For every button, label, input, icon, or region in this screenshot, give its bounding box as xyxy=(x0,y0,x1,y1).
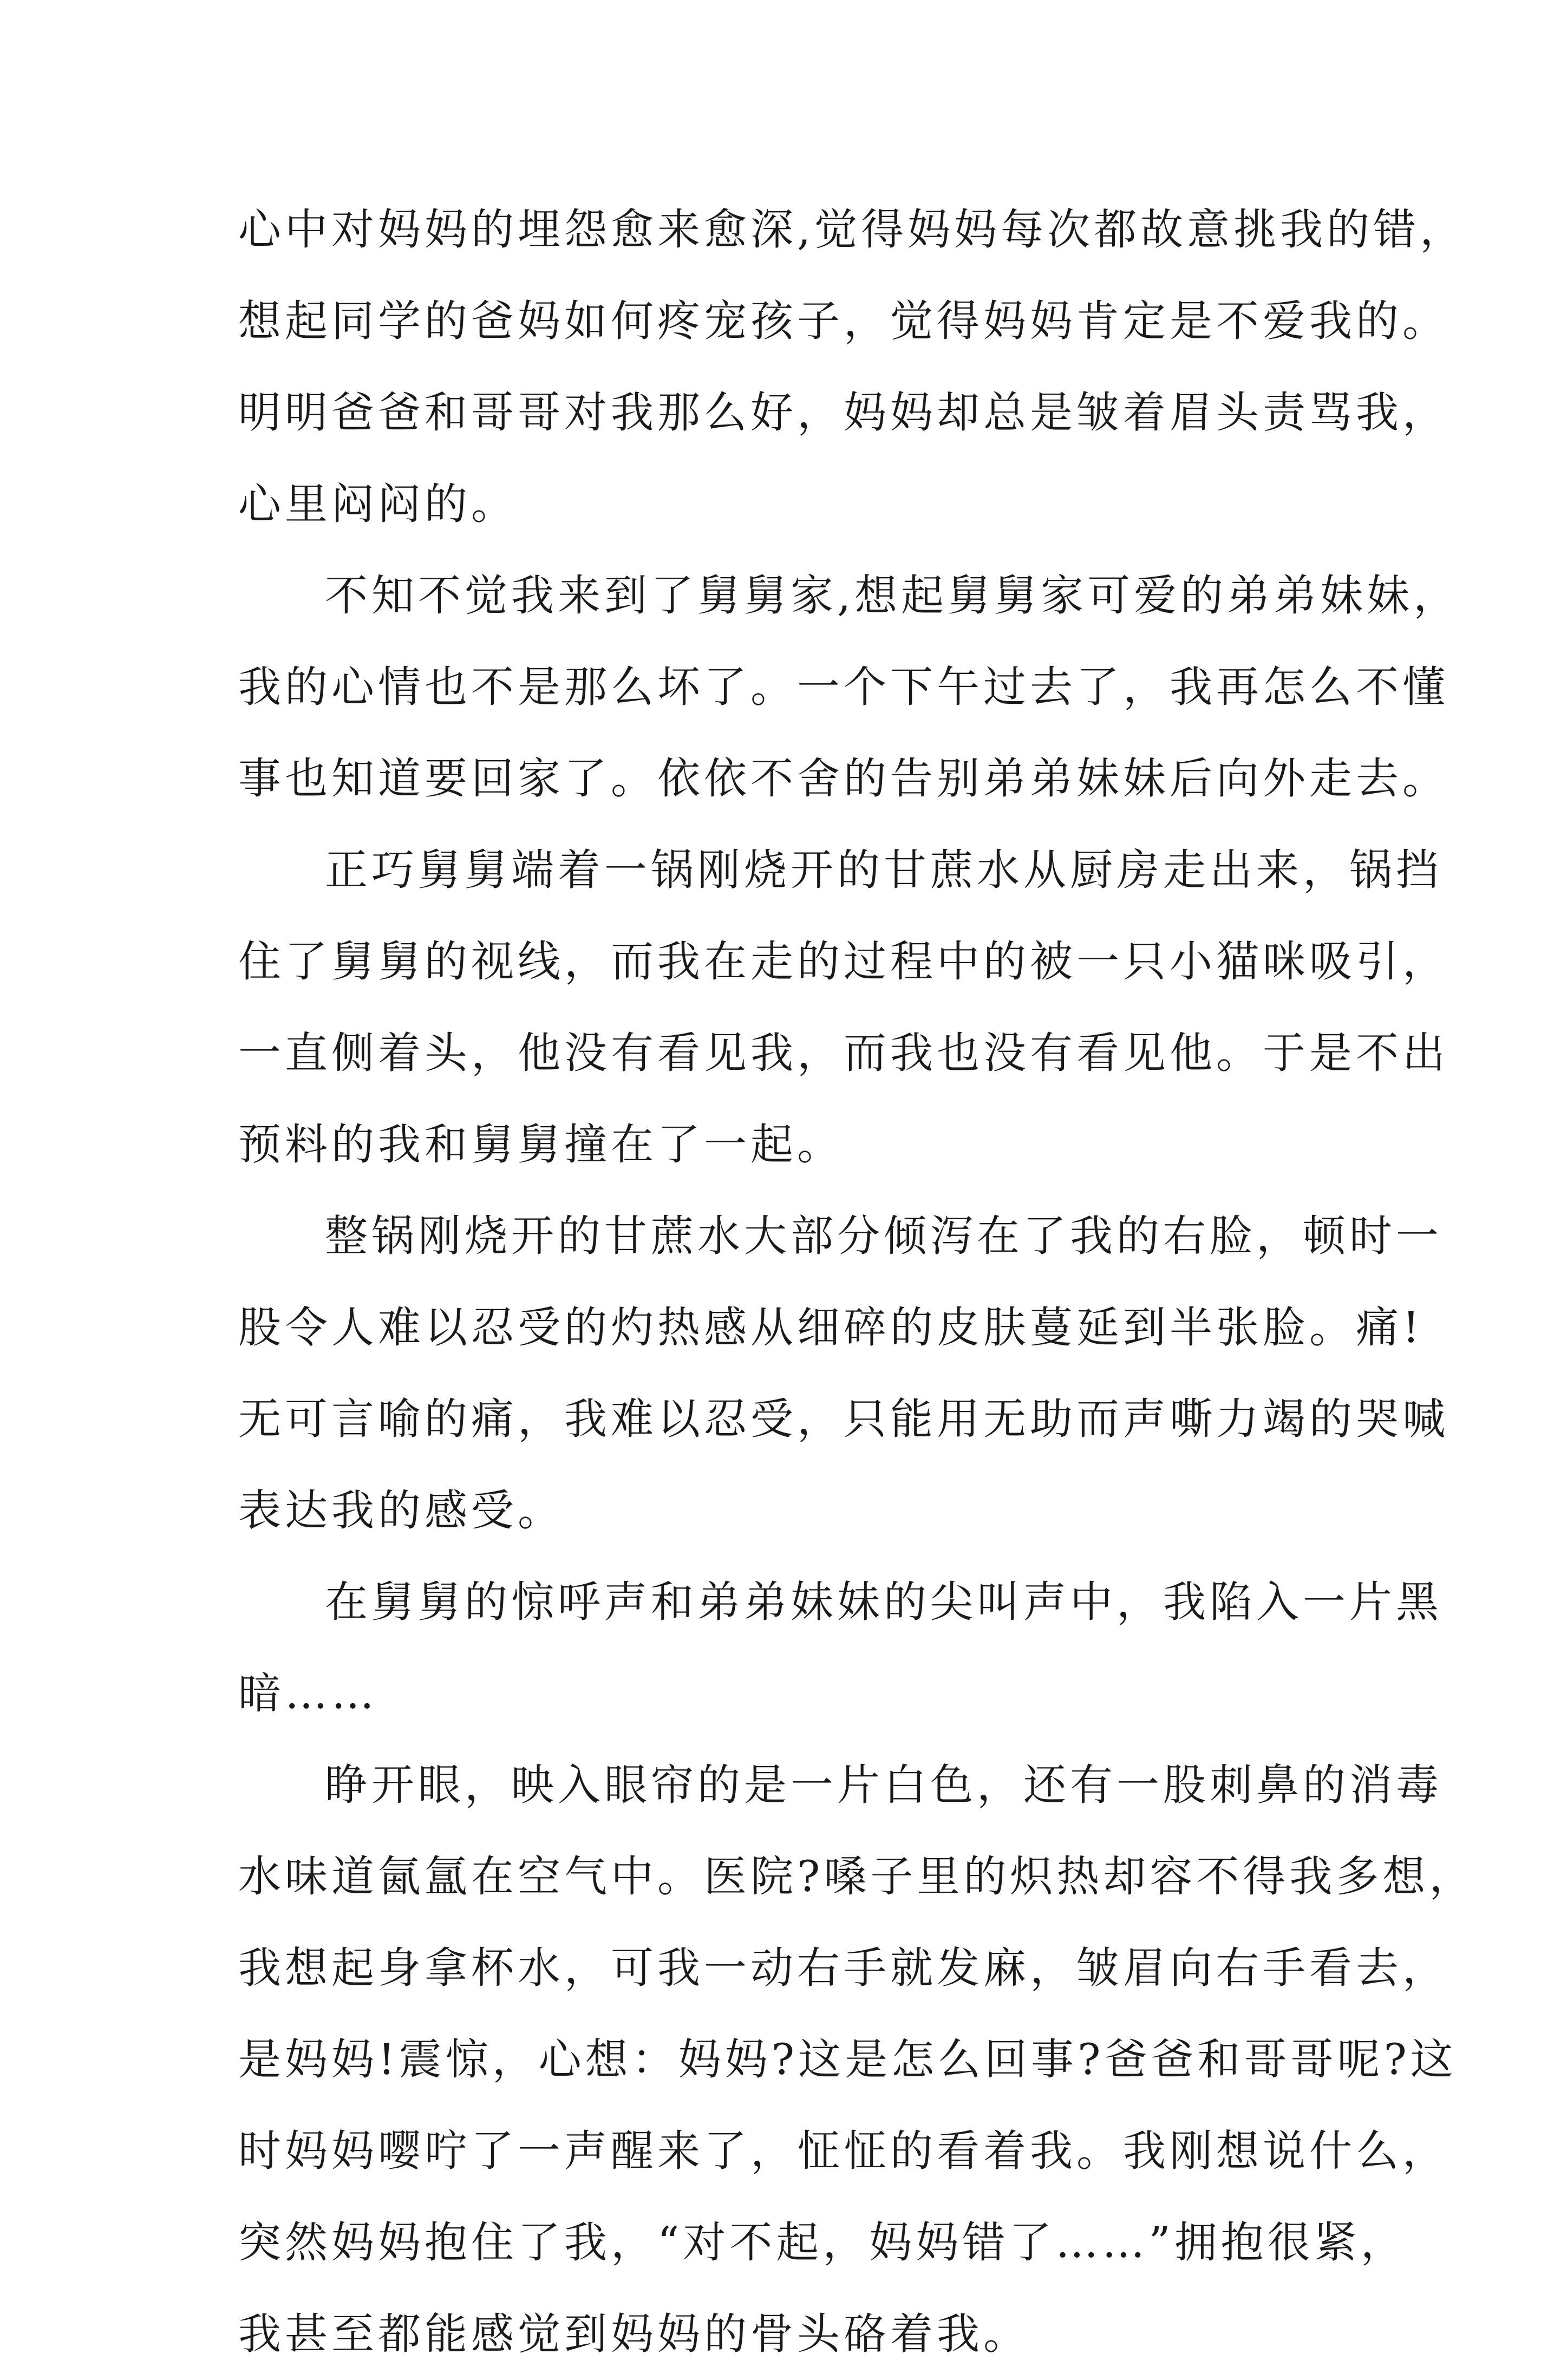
paragraph-first-line: 在舅舅的惊呼声和弟弟妹妹的尖叫声中，我陷入一片黑 xyxy=(325,1577,1442,1627)
text-line: 我的心情也不是那么坏了。一个下午过去了，我再怎么不懂 xyxy=(238,662,1449,712)
text-line: 我想起身拿杯水，可我一动右手就发麻，皱眉向右手看去， xyxy=(238,1943,1449,1993)
text-line: 暗…… xyxy=(238,1669,378,1718)
paragraph-first-line: 整锅刚烧开的甘蔗水大部分倾泻在了我的右脸，顿时一 xyxy=(325,1211,1442,1261)
paragraph-first-line: 不知不觉我来到了舅舅家,想起舅舅家可爱的弟弟妹妹， xyxy=(325,571,1460,620)
text-line: 明明爸爸和哥哥对我那么好，妈妈却总是皱着眉头责骂我， xyxy=(238,388,1449,437)
body-text xyxy=(238,184,1476,2380)
text-line: 我甚至都能感觉到妈妈的骨头硌着我。 xyxy=(238,2309,1030,2359)
text-line: 时妈妈嘤咛了一声醒来了，怔怔的看着我。我刚想说什么， xyxy=(238,2126,1449,2176)
paragraph-first-line: 睁开眼，映入眼帘的是一片白色，还有一股刺鼻的消毒 xyxy=(325,1760,1442,1810)
text-line: 事也知道要回家了。依依不舍的告别弟弟妹妹后向外走去。 xyxy=(238,754,1449,803)
text-line: 无可言喻的痛，我难以忍受，只能用无助而声嘶力竭的哭喊 xyxy=(238,1394,1449,1444)
text-line: 住了舅舅的视线，而我在走的过程中的被一只小猫咪吸引， xyxy=(238,937,1449,986)
text-line: 股令人难以忍受的灼热感从细碎的皮肤蔓延到半张脸。痛! xyxy=(238,1303,1424,1352)
text-line: 水味道氤氲在空气中。医院?嗓子里的炽热却容不得我多想， xyxy=(238,1852,1476,1901)
text-line: 想起同学的爸妈如何疼宠孩子，觉得妈妈肯定是不爱我的。 xyxy=(238,296,1449,346)
text-line: 是妈妈!震惊，心想：妈妈?这是怎么回事?爸爸和哥哥呢?这 xyxy=(238,2035,1457,2084)
text-line: 心中对妈妈的埋怨愈来愈深,觉得妈妈每次都故意挑我的错， xyxy=(238,205,1467,254)
text-line: 预料的我和舅舅撞在了一起。 xyxy=(238,1120,844,1169)
text-line: 心里闷闷的。 xyxy=(238,479,518,529)
text-line: 一直侧着头，他没有看见我，而我也没有看见他。于是不出 xyxy=(238,1028,1449,1078)
paragraph-first-line: 正巧舅舅端着一锅刚烧开的甘蔗水从厨房走出来，锅挡 xyxy=(325,845,1442,895)
text-line: 表达我的感受。 xyxy=(238,1486,564,1535)
text-line: 突然妈妈抱住了我，“对不起，妈妈错了……”拥抱很紧， xyxy=(238,2218,1407,2267)
